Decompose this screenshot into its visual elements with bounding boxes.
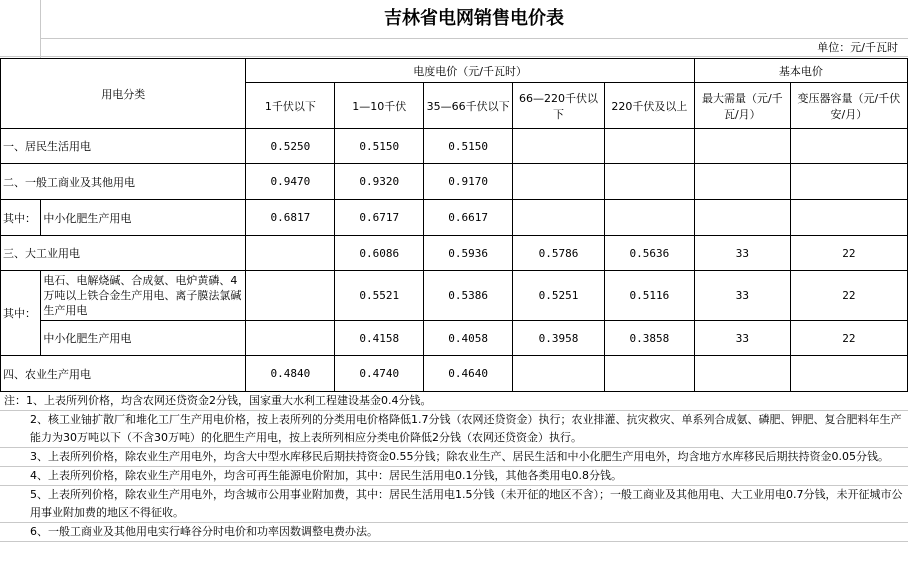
table-row — [1, 164, 908, 200]
cell — [694, 200, 790, 236]
cell — [790, 200, 907, 236]
cell — [604, 164, 694, 200]
header-basic-col: 变压器容量（元/千伏安/月） — [790, 83, 907, 129]
cell — [790, 164, 907, 200]
cell — [604, 129, 694, 164]
cell — [604, 356, 694, 392]
cell — [513, 129, 605, 164]
table-row — [1, 321, 908, 356]
price-table — [0, 58, 908, 392]
row-label: 一、居民生活用电 — [1, 129, 246, 164]
table-row — [1, 236, 908, 271]
note-item: 5、上表所列价格，除农业生产用电外，均含城市公用事业附加费，其中：居民生活用电1.5分钱（未开征的地区不含）；一般工商业及其他用电、大工业用电0.7分钱，未开征城市公用事业附加费的地区不得征收。 — [0, 486, 908, 523]
header-col: 220千伏及以上 — [604, 83, 694, 129]
cell: 0.4740 — [335, 356, 424, 392]
cell: 0.6717 — [335, 200, 424, 236]
row-label: 四、农业生产用电 — [1, 356, 246, 392]
cell — [246, 321, 335, 356]
blank-row — [0, 38, 908, 57]
note-item: 6、一般工商业及其他用电实行峰谷分时电价和功率因数调整电费办法。 — [0, 523, 908, 542]
table-row — [1, 200, 908, 236]
cell: 22 — [790, 271, 907, 321]
header-basic-group: 基本电价 — [694, 59, 907, 83]
header-col: 66—220千伏以下 — [513, 83, 605, 129]
cell: 22 — [790, 321, 907, 356]
cell: 0.3858 — [604, 321, 694, 356]
cell — [604, 200, 694, 236]
cell — [246, 236, 335, 271]
cell: 33 — [694, 271, 790, 321]
row-label: 电石、电解烧碱、合成氨、电炉黄磷、4万吨以上铁合金生产用电、离子膜法氯碱生产用电 — [41, 271, 246, 321]
cell: 0.5386 — [424, 271, 513, 321]
cell — [694, 164, 790, 200]
cell: 0.9470 — [246, 164, 335, 200]
unit-label: 单位：元/千瓦时 — [817, 41, 898, 54]
header-basic-col: 最大需量（元/千瓦/月） — [694, 83, 790, 129]
cell: 0.5786 — [513, 236, 605, 271]
cell — [246, 271, 335, 321]
row-label: 中小化肥生产用电 — [41, 200, 246, 236]
cell: 33 — [694, 321, 790, 356]
cell: 0.5250 — [246, 129, 335, 164]
page-title: 吉林省电网销售电价表 — [40, 0, 908, 39]
cell: 22 — [790, 236, 907, 271]
row-prefix: 其中： — [1, 200, 41, 236]
note-item: 3、上表所列价格，除农业生产用电外，均含大中型水库移民后期扶持资金0.55分钱；除农业生产、居民生活和中小化肥生产用电外，均含地方水库移民后期扶持资金0.05分钱。 — [0, 448, 908, 467]
cell: 33 — [694, 236, 790, 271]
header-col: 1千伏以下 — [246, 83, 335, 129]
cell — [790, 356, 907, 392]
cell — [513, 356, 605, 392]
cell: 0.4158 — [335, 321, 424, 356]
row-label: 三、大工业用电 — [1, 236, 246, 271]
cell: 0.5521 — [335, 271, 424, 321]
cell: 0.5150 — [424, 129, 513, 164]
row-label: 二、一般工商业及其他用电 — [1, 164, 246, 200]
cell: 0.5150 — [335, 129, 424, 164]
cell: 0.4058 — [424, 321, 513, 356]
table-row — [1, 129, 908, 164]
row-prefix: 其中： — [1, 271, 41, 356]
header-col: 1—10千伏 — [335, 83, 424, 129]
cell: 0.4640 — [424, 356, 513, 392]
cell — [694, 356, 790, 392]
cell: 0.9170 — [424, 164, 513, 200]
cell: 0.3958 — [513, 321, 605, 356]
cell: 0.4840 — [246, 356, 335, 392]
cell — [513, 164, 605, 200]
cell: 0.5116 — [604, 271, 694, 321]
table-row — [1, 271, 908, 321]
cell: 0.5936 — [424, 236, 513, 271]
note-item: 4、上表所列价格，除农业生产用电外，均含可再生能源电价附加，其中：居民生活用电0.1分钱，其他各类用电0.8分钱。 — [0, 467, 908, 486]
cell — [513, 200, 605, 236]
row-label: 中小化肥生产用电 — [41, 321, 246, 356]
cell: 0.6086 — [335, 236, 424, 271]
cell: 0.6817 — [246, 200, 335, 236]
header-category: 用电分类 — [1, 59, 246, 129]
header-col: 35—66千伏以下 — [424, 83, 513, 129]
table-row — [1, 356, 908, 392]
header-energy-group: 电度电价（元/千瓦时） — [246, 59, 694, 83]
note-item: 注：1、上表所列价格，均含农网还贷资金2分钱，国家重大水利工程建设基金0.4分钱。 — [0, 392, 908, 411]
note-item: 2、核工业铀扩散厂和堆化工厂生产用电价格，按上表所列的分类用电价格降低1.7分钱（农网还贷资金）执行；农业排灌、抗灾救灾、单系列合成氨、磷肥、钾肥、复合肥料年生产能力为30万吨以下（不含30万吨）的化肥生产用电，按上表所列相应分类电价降低2分钱（农网还贷资金）执行。 — [0, 411, 908, 448]
cell: 0.6617 — [424, 200, 513, 236]
cell — [790, 129, 907, 164]
cell: 0.9320 — [335, 164, 424, 200]
cell: 0.5636 — [604, 236, 694, 271]
cell: 0.5251 — [513, 271, 605, 321]
notes-section — [0, 392, 908, 542]
cell — [694, 129, 790, 164]
